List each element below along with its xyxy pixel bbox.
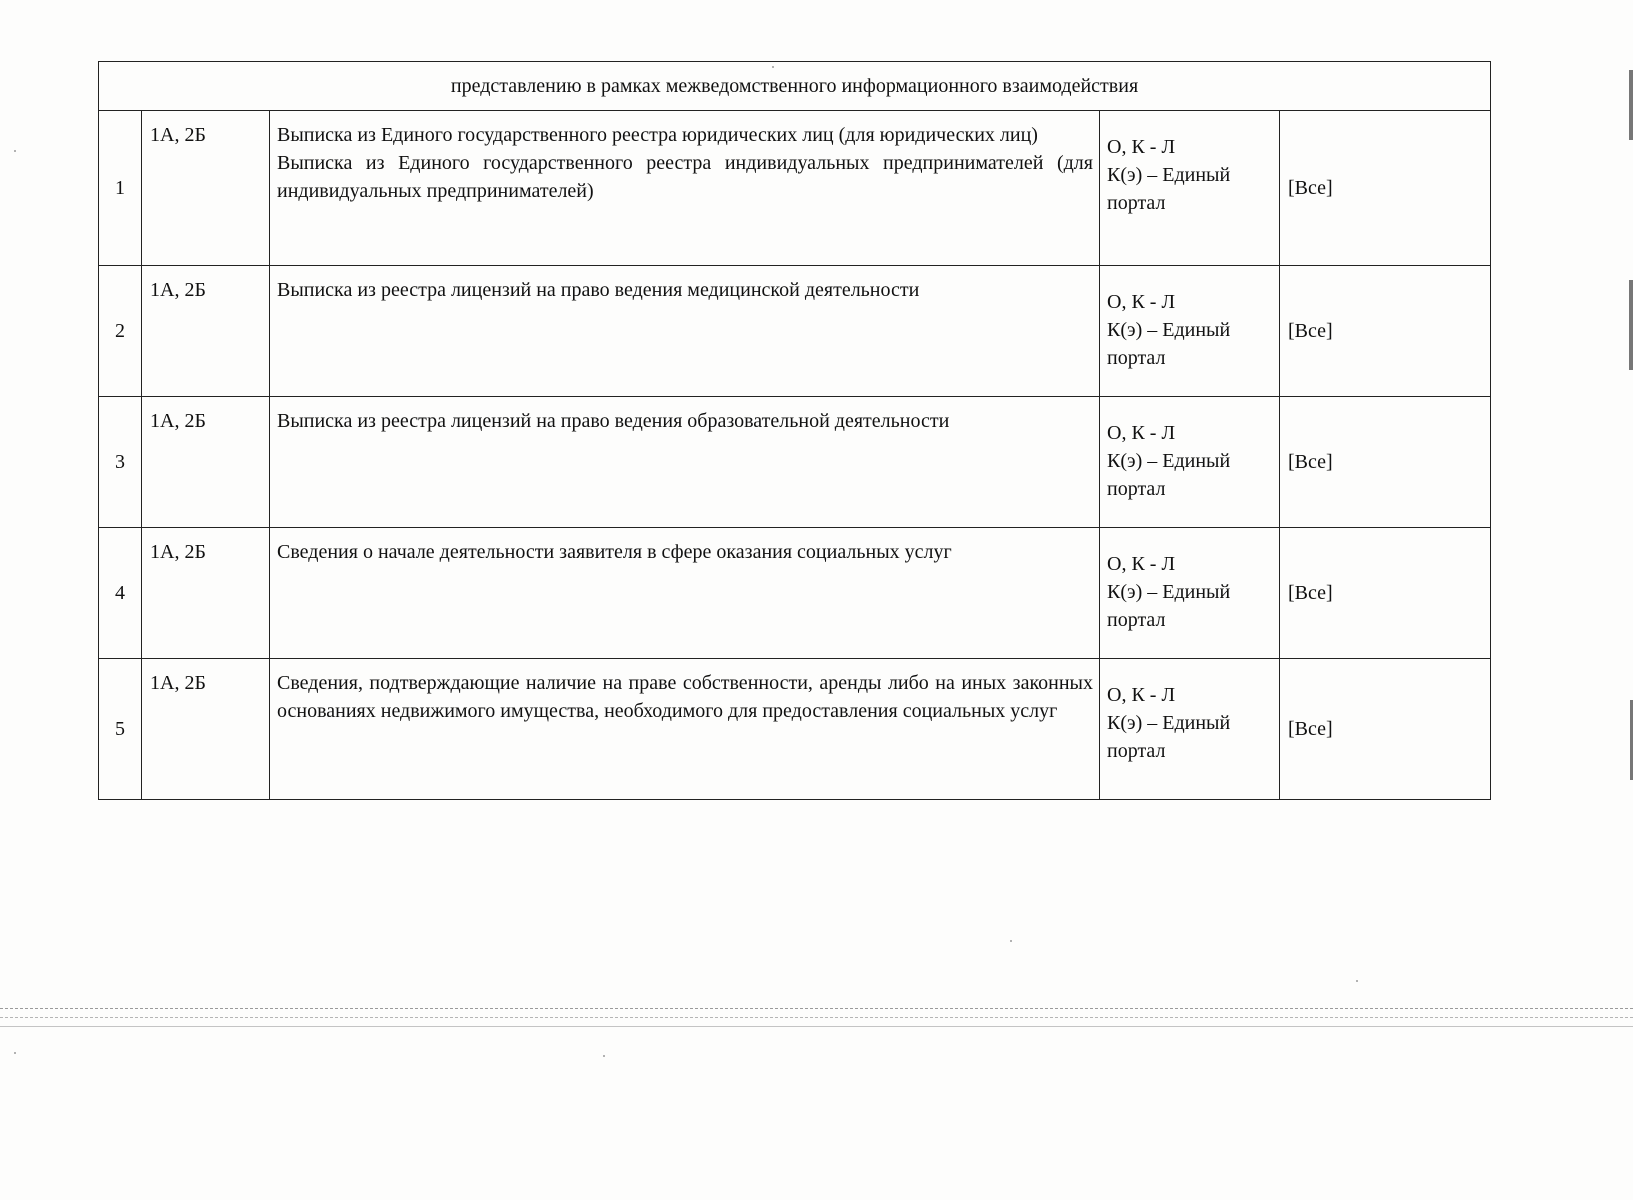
row-scope: [Все]: [1280, 659, 1491, 800]
scan-artifact-line: [0, 1026, 1633, 1027]
scan-artifact-line: [0, 1008, 1633, 1009]
method-line: портал: [1107, 740, 1166, 762]
method-line: портал: [1107, 347, 1166, 369]
documents-table: [98, 61, 1491, 800]
method-line: портал: [1107, 192, 1166, 214]
method-line: К(э) – Единый: [1107, 712, 1231, 734]
row-method: [1100, 111, 1280, 266]
row-description: [270, 266, 1100, 397]
description-paragraph: Выписка из реестра лицензий на право ведения медицинской деятельности: [277, 279, 920, 301]
row-method: [1100, 397, 1280, 528]
table-row: [99, 111, 1491, 266]
scan-speck: [14, 150, 16, 152]
row-method: [1100, 659, 1280, 800]
row-category: 1А, 2Б: [142, 397, 270, 528]
scan-edge-mark: [1629, 280, 1633, 370]
method-line: О, К - Л: [1107, 422, 1176, 444]
row-category: 1А, 2Б: [142, 528, 270, 659]
scan-artifact-line: [0, 1017, 1633, 1018]
method-line: О, К - Л: [1107, 684, 1176, 706]
row-category: 1А, 2Б: [142, 111, 270, 266]
row-number: 3: [99, 397, 142, 528]
description-paragraph: Сведения о начале деятельности заявителя в сфере оказания социальных услуг: [277, 541, 952, 563]
row-scope: [Все]: [1280, 397, 1491, 528]
row-description: [270, 111, 1100, 266]
description-paragraph: Сведения, подтверждающие наличие на праве собственности, аренды либо на иных законных основаниях недвижимого имущества, необходимого для предоставления социальных услуг: [277, 672, 1093, 722]
table-header: представлению в рамках межведомственного информационного взаимодействия: [99, 62, 1491, 111]
scan-speck: [603, 1055, 605, 1057]
row-scope: [Все]: [1280, 266, 1491, 397]
row-scope: [Все]: [1280, 528, 1491, 659]
description-paragraph: Выписка из Единого государственного реестра юридических лиц (для юридических лиц): [277, 124, 1038, 146]
scan-edge-mark: [1629, 70, 1633, 140]
table-row: [99, 528, 1491, 659]
method-line: К(э) – Единый: [1107, 164, 1231, 186]
method-line: О, К - Л: [1107, 553, 1176, 575]
description-paragraph: Выписка из Единого государственного реестра индивидуальных предпринимателей (для индивидуальных предпринимателей): [277, 152, 1093, 202]
row-number: 2: [99, 266, 142, 397]
table-header-row: [99, 62, 1491, 111]
description-paragraph: Выписка из реестра лицензий на право ведения образовательной деятельности: [277, 410, 950, 432]
scan-speck: [1010, 940, 1012, 942]
row-method: [1100, 266, 1280, 397]
row-number: 5: [99, 659, 142, 800]
table-row: [99, 266, 1491, 397]
method-line: О, К - Л: [1107, 136, 1176, 158]
row-number: 1: [99, 111, 142, 266]
row-category: 1А, 2Б: [142, 266, 270, 397]
method-line: портал: [1107, 478, 1166, 500]
row-number: 4: [99, 528, 142, 659]
scan-speck: [772, 66, 774, 68]
scan-speck: [1356, 980, 1358, 982]
row-description: [270, 528, 1100, 659]
row-description: [270, 397, 1100, 528]
row-method: [1100, 528, 1280, 659]
row-description: [270, 659, 1100, 800]
method-line: портал: [1107, 609, 1166, 631]
row-scope: [Все]: [1280, 111, 1491, 266]
row-category: 1А, 2Б: [142, 659, 270, 800]
method-line: К(э) – Единый: [1107, 450, 1231, 472]
method-line: К(э) – Единый: [1107, 319, 1231, 341]
table-row: [99, 659, 1491, 800]
method-line: К(э) – Единый: [1107, 581, 1231, 603]
method-line: О, К - Л: [1107, 291, 1176, 313]
table-row: [99, 397, 1491, 528]
scan-speck: [14, 1052, 16, 1054]
